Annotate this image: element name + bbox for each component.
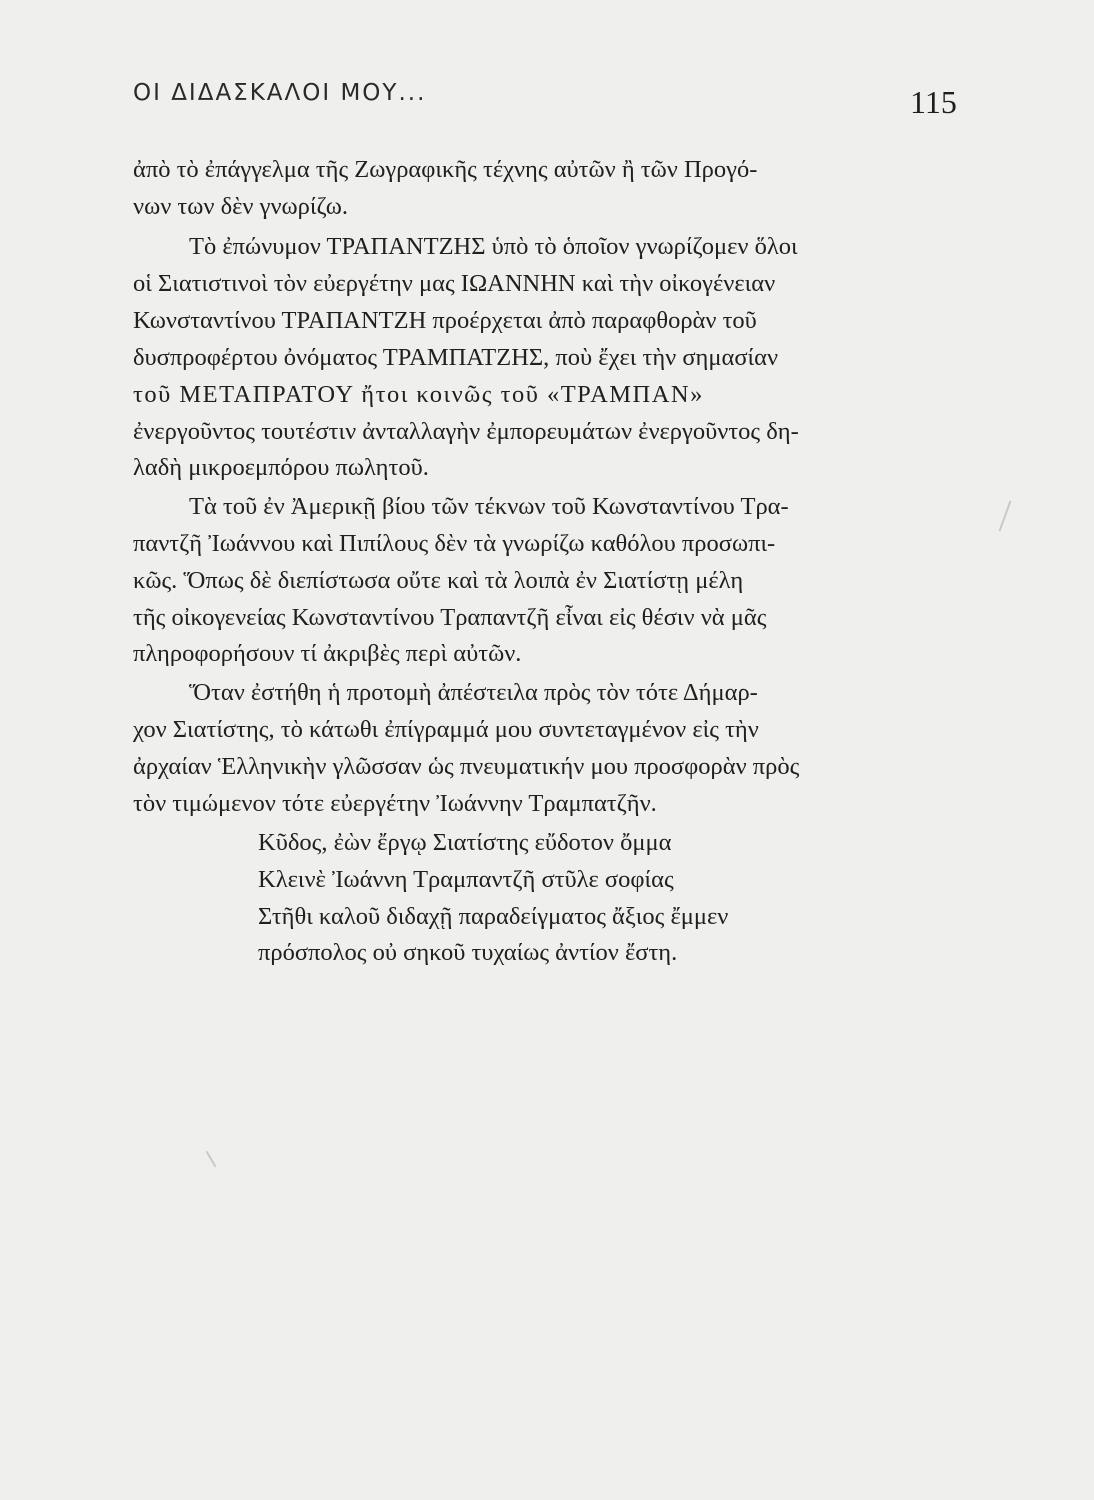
- text-line: ἀπὸ τὸ ἐπάγγελμα τῆς Ζωγραφικῆς τέχνης αὐτῶν ἢ τῶν Προγό-: [133, 156, 758, 183]
- verse-line: πρόσπολος οὐ σηκοῦ τυχαίως ἀντίον ἔστη.: [258, 939, 678, 966]
- text-line: Τὰ τοῦ ἐν Ἀμερικῇ βίου τῶν τέκνων τοῦ Κωνσταντίνου Τρα-: [189, 493, 789, 520]
- page-number: 115: [910, 84, 957, 120]
- text-line: ἀρχαίαν Ἑλληνικὴν γλῶσσαν ὡς πνευματικήν μου προσφορὰν πρὸς: [133, 753, 800, 780]
- text-line: κῶς. Ὅπως δὲ διεπίστωσα οὔτε καὶ τὰ λοιπὰ ἐν Σιατίστῃ μέλη: [133, 567, 744, 594]
- running-title: ΟΙ ΔΙΔΑΣΚΑΛΟΙ ΜΟΥ...: [133, 80, 427, 106]
- text-line: Τὸ ἐπώνυμον ΤΡΑΠΑΝΤΖΗΣ ὑπὸ τὸ ὁποῖον γνωρίζομεν ὅλοι: [189, 233, 798, 260]
- text-line: Κωνσταντίνου ΤΡΑΠΑΝΤΖΗ προέρχεται ἀπὸ παραφθορὰν τοῦ: [133, 307, 757, 334]
- text-line: Ὅταν ἐστήθη ἡ προτομὴ ἀπέστειλα πρὸς τὸν τότε Δήμαρ-: [189, 679, 758, 706]
- text-line: πληροφορήσουν τί ἀκριβὲς περὶ αὐτῶν.: [133, 640, 522, 667]
- text-line: ἐνεργοῦντος τουτέστιν ἀνταλλαγὴν ἐμπορευμάτων ἐνεργοῦντος δη-: [133, 418, 799, 445]
- text-line: τῆς οἰκογενείας Κωνσταντίνου Τραπαντζῆ εἶναι εἰς θέσιν νὰ μᾶς: [133, 604, 767, 631]
- paper-scratch: [999, 501, 1012, 532]
- text-line: δυσπροφέρτου ὀνόματος ΤΡΑΜΠΑΤΖΗΣ, ποὺ ἔχει τὴν σημασίαν: [133, 344, 779, 371]
- verse-line: Κῦδος, ἐὼν ἔργῳ Σιατίστης εὔδοτον ὄμμα: [258, 829, 672, 856]
- text-line: νων των δὲν γνωρίζω.: [133, 193, 348, 220]
- verse-line: Στῆθι καλοῦ διδαχῇ παραδείγματος ἄξιος ἔμμεν: [258, 903, 729, 930]
- text-line: παντζῆ Ἰωάννου καὶ Πιπίλους δὲν τὰ γνωρίζω καθόλου προσωπι-: [133, 530, 776, 557]
- text-line: τὸν τιμώμενον τότε εὐεργέτην Ἰωάννην Τραμπατζῆν.: [133, 790, 657, 817]
- text-line: οἱ Σιατιστινοὶ τὸν εὐεργέτην μας ΙΩΑΝΝΗΝ καὶ τὴν οἰκογένειαν: [133, 270, 776, 297]
- text-line: λαδὴ μικροεμπόρου πωλητοῦ.: [133, 454, 429, 481]
- paper-scratch: [206, 1151, 217, 1168]
- text-line: χον Σιατίστης, τὸ κάτωθι ἐπίγραμμά μου συντεταγμένον εἰς τὴν: [133, 716, 759, 743]
- verse-line: Κλεινὲ Ἰωάννη Τραμπαντζῆ στῦλε σοφίας: [258, 866, 674, 893]
- text-line: τοῦ ΜΕΤΑΠΡΑΤΟΥ ἤτοι κοινῶς τοῦ «ΤΡΑΜΠΑΝ»: [133, 381, 704, 408]
